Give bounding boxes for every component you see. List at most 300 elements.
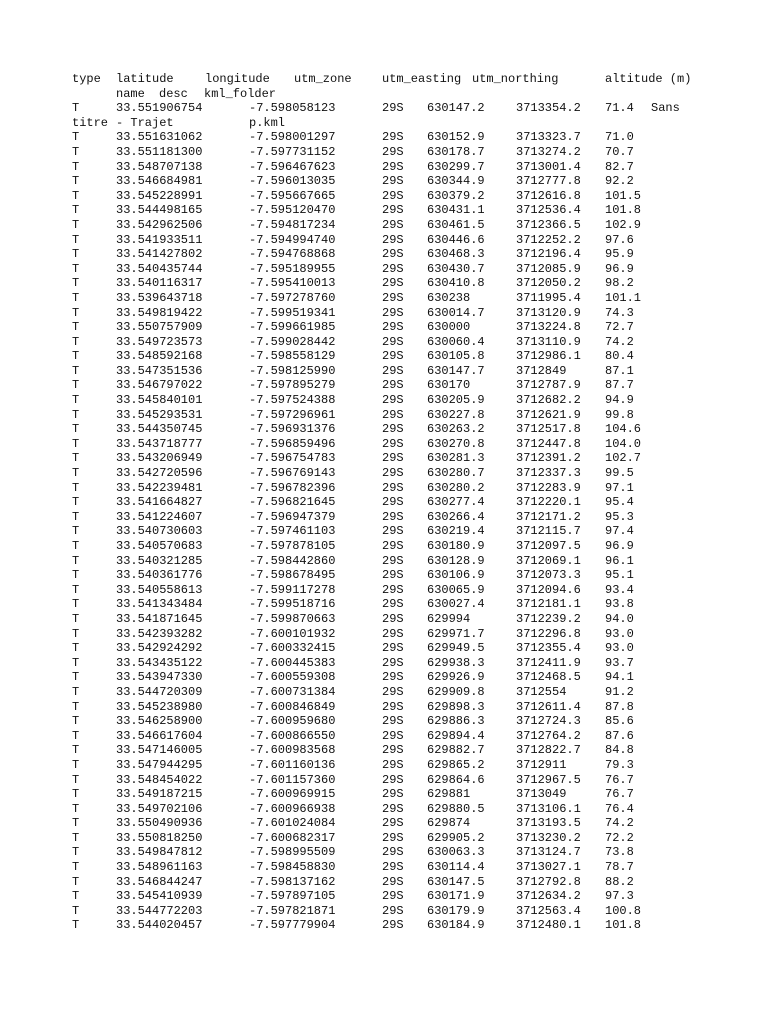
cell-utm-zone: 29S bbox=[382, 261, 404, 276]
table-row bbox=[72, 130, 732, 145]
cell-utm-zone: 29S bbox=[382, 407, 404, 422]
cell-latitude: 33.542239481 bbox=[116, 480, 203, 495]
cell-northing: 3712115.7 bbox=[516, 524, 581, 539]
cell-easting: 630106.9 bbox=[427, 568, 485, 583]
cell-longitude: -7.600866550 bbox=[249, 728, 336, 743]
cell-northing: 3712171.2 bbox=[516, 509, 581, 524]
table-row bbox=[72, 539, 732, 554]
cell-altitude: 91.2 bbox=[605, 684, 634, 699]
cell-altitude: 71.4 bbox=[605, 101, 634, 116]
cell-northing: 3713049 bbox=[516, 787, 567, 802]
cell-type: T bbox=[72, 290, 80, 305]
cell-type: T bbox=[72, 772, 80, 787]
cell-latitude: 33.545228991 bbox=[116, 188, 203, 203]
cell-utm-zone: 29S bbox=[382, 860, 404, 875]
cell-utm-zone: 29S bbox=[382, 144, 404, 159]
cell-utm-zone: 29S bbox=[382, 349, 404, 364]
table-row bbox=[72, 700, 732, 715]
cell-altitude: 95.3 bbox=[605, 509, 634, 524]
cell-altitude: 82.7 bbox=[605, 159, 634, 174]
header-row-continued bbox=[72, 87, 732, 102]
cell-northing: 3713027.1 bbox=[516, 860, 581, 875]
table-row bbox=[72, 816, 732, 831]
cell-type: T bbox=[72, 261, 80, 276]
table-row bbox=[72, 437, 732, 452]
cell-easting: 630170 bbox=[427, 378, 471, 393]
cell-type: T bbox=[72, 320, 80, 335]
cell-utm-zone: 29S bbox=[382, 889, 404, 904]
cell-easting: 629949.5 bbox=[427, 641, 485, 656]
cell-latitude: 33.541664827 bbox=[116, 495, 203, 510]
cell-utm-zone: 29S bbox=[382, 641, 404, 656]
cell-latitude: 33.547351536 bbox=[116, 363, 203, 378]
cell-easting: 630277.4 bbox=[427, 495, 485, 510]
cell-easting: 630266.4 bbox=[427, 509, 485, 524]
cell-longitude: -7.599519341 bbox=[249, 305, 336, 320]
cell-altitude: 93.7 bbox=[605, 655, 634, 670]
cell-type: T bbox=[72, 670, 80, 685]
cell-northing: 3712616.8 bbox=[516, 188, 581, 203]
table-row bbox=[72, 685, 732, 700]
cell-latitude: 33.540570683 bbox=[116, 539, 203, 553]
cell-altitude: 72.7 bbox=[605, 320, 634, 335]
cell-easting: 629865.2 bbox=[427, 757, 485, 772]
cell-longitude: -7.598678495 bbox=[249, 568, 336, 583]
cell-latitude: 33.546258900 bbox=[116, 714, 203, 729]
cell-altitude: 85.6 bbox=[605, 714, 634, 729]
table-row bbox=[72, 349, 732, 364]
cell-longitude: -7.599870663 bbox=[249, 611, 336, 626]
cell-easting: 630105.8 bbox=[427, 349, 485, 364]
cell-longitude: -7.598058123 bbox=[249, 101, 336, 116]
cell-altitude: 101.5 bbox=[605, 188, 642, 203]
cell-type: T bbox=[72, 144, 80, 159]
cell-altitude: 72.2 bbox=[605, 830, 634, 845]
cell-easting: 629881 bbox=[427, 787, 471, 802]
header-utm-easting: utm_easting bbox=[382, 72, 462, 86]
cell-latitude: 33.545410939 bbox=[116, 889, 203, 904]
cell-northing: 3712967.5 bbox=[516, 772, 581, 787]
cell-altitude: 99.5 bbox=[605, 466, 634, 481]
cell-easting: 629886.3 bbox=[427, 714, 485, 729]
cell-longitude: -7.597731152 bbox=[249, 144, 336, 159]
table-row bbox=[72, 276, 732, 291]
cell-utm-zone: 29S bbox=[382, 188, 404, 203]
cell-utm-zone: 29S bbox=[382, 276, 404, 291]
table-row bbox=[72, 889, 732, 904]
cell-easting: 630179.9 bbox=[427, 903, 485, 918]
table-row bbox=[72, 422, 732, 437]
cell-altitude: 97.1 bbox=[605, 480, 634, 495]
cell-type: T bbox=[72, 349, 80, 364]
cell-northing: 3712621.9 bbox=[516, 407, 581, 422]
header-kml-folder: kml_folder bbox=[204, 86, 277, 101]
cell-altitude: 100.8 bbox=[605, 903, 642, 918]
cell-latitude: 33.548454022 bbox=[116, 772, 203, 787]
table-row-first-continued bbox=[72, 116, 732, 131]
cell-utm-zone: 29S bbox=[382, 451, 404, 466]
cell-easting: 630219.4 bbox=[427, 524, 485, 539]
cell-longitude: -7.596859496 bbox=[249, 436, 336, 451]
cell-altitude: 70.7 bbox=[605, 144, 634, 159]
cell-longitude: -7.596467623 bbox=[249, 159, 336, 174]
table-row bbox=[72, 860, 732, 875]
cell-northing: 3712517.8 bbox=[516, 422, 581, 437]
header-longitude: longitude bbox=[205, 72, 270, 86]
cell-easting: 630114.4 bbox=[427, 860, 485, 875]
cell-northing: 3712634.2 bbox=[516, 889, 581, 904]
cell-type: T bbox=[72, 188, 80, 203]
cell-easting: 630063.3 bbox=[427, 845, 485, 860]
cell-easting: 630147.5 bbox=[427, 874, 485, 889]
cell-longitude: -7.597278760 bbox=[249, 290, 336, 305]
table-row bbox=[72, 743, 732, 758]
cell-easting: 630178.7 bbox=[427, 144, 485, 159]
cell-type: T bbox=[72, 874, 80, 889]
cell-northing: 3712097.5 bbox=[516, 539, 581, 553]
cell-easting: 629864.6 bbox=[427, 772, 485, 787]
table-row bbox=[72, 320, 732, 335]
cell-longitude: -7.600966938 bbox=[249, 801, 336, 816]
cell-easting: 630446.6 bbox=[427, 232, 485, 247]
cell-longitude: -7.600332415 bbox=[249, 641, 336, 656]
cell-desc-trajet: - Trajet bbox=[116, 115, 174, 130]
cell-longitude: -7.600731384 bbox=[249, 684, 336, 699]
cell-altitude: 104.0 bbox=[605, 436, 642, 451]
cell-utm-zone: 29S bbox=[382, 772, 404, 787]
table-row bbox=[72, 729, 732, 744]
cell-type: T bbox=[72, 582, 80, 597]
cell-utm-zone: 29S bbox=[382, 568, 404, 583]
cell-latitude: 33.545840101 bbox=[116, 393, 203, 408]
cell-northing: 3712073.3 bbox=[516, 568, 581, 583]
cell-altitude: 76.7 bbox=[605, 772, 634, 787]
table-row bbox=[72, 408, 732, 423]
cell-easting: 629926.9 bbox=[427, 670, 485, 685]
cell-utm-zone: 29S bbox=[382, 290, 404, 305]
cell-altitude: 94.9 bbox=[605, 393, 634, 408]
cell-utm-zone: 29S bbox=[382, 699, 404, 714]
cell-utm-zone: 29S bbox=[382, 422, 404, 437]
cell-type: T bbox=[72, 830, 80, 845]
cell-type: T bbox=[72, 363, 80, 378]
table-row bbox=[72, 802, 732, 817]
cell-northing: 3712220.1 bbox=[516, 495, 581, 510]
cell-altitude: 74.2 bbox=[605, 334, 634, 349]
cell-easting: 629882.7 bbox=[427, 743, 485, 758]
cell-latitude: 33.541871645 bbox=[116, 611, 203, 626]
cell-utm-zone: 29S bbox=[382, 670, 404, 685]
cell-easting: 630060.4 bbox=[427, 334, 485, 349]
cell-latitude: 33.543435122 bbox=[116, 655, 203, 670]
cell-altitude: 87.7 bbox=[605, 378, 634, 393]
cell-northing: 3712391.2 bbox=[516, 451, 581, 466]
cell-type: T bbox=[72, 611, 80, 626]
table-row bbox=[72, 495, 732, 510]
table-row bbox=[72, 451, 732, 466]
table-row bbox=[72, 335, 732, 350]
cell-altitude: 101.8 bbox=[605, 203, 642, 218]
cell-utm-zone: 29S bbox=[382, 830, 404, 845]
cell-altitude: 73.8 bbox=[605, 845, 634, 860]
cell-utm-zone: 29S bbox=[382, 539, 404, 553]
cell-altitude: 95.9 bbox=[605, 247, 634, 262]
cell-easting: 630014.7 bbox=[427, 305, 485, 320]
cell-latitude: 33.550490936 bbox=[116, 816, 203, 831]
cell-utm-zone: 29S bbox=[382, 714, 404, 729]
cell-easting: 630147.2 bbox=[427, 101, 485, 116]
cell-altitude: 74.2 bbox=[605, 816, 634, 831]
table-row bbox=[72, 364, 732, 379]
cell-type: T bbox=[72, 451, 80, 466]
cell-utm-zone: 29S bbox=[382, 611, 404, 626]
table-row bbox=[72, 583, 732, 598]
cell-easting: 629898.3 bbox=[427, 699, 485, 714]
cell-latitude: 33.551631062 bbox=[116, 130, 203, 145]
table-row bbox=[72, 203, 732, 218]
cell-type: T bbox=[72, 743, 80, 758]
header-row bbox=[72, 72, 732, 87]
cell-altitude: 102.7 bbox=[605, 451, 642, 466]
cell-utm-zone: 29S bbox=[382, 743, 404, 758]
cell-utm-zone: 29S bbox=[382, 480, 404, 495]
cell-type: T bbox=[72, 714, 80, 729]
cell-easting: 629874 bbox=[427, 816, 471, 831]
cell-latitude: 33.547944295 bbox=[116, 757, 203, 772]
table-row bbox=[72, 773, 732, 788]
header-utm-zone: utm_zone bbox=[294, 72, 352, 86]
cell-altitude: 97.4 bbox=[605, 524, 634, 539]
table-row bbox=[72, 568, 732, 583]
cell-utm-zone: 29S bbox=[382, 232, 404, 247]
cell-latitude: 33.544498165 bbox=[116, 203, 203, 218]
cell-easting: 630280.7 bbox=[427, 466, 485, 481]
cell-desc-titre: titre bbox=[72, 115, 109, 130]
cell-latitude: 33.540730603 bbox=[116, 524, 203, 539]
cell-utm-zone: 29S bbox=[382, 101, 404, 116]
cell-altitude: 93.0 bbox=[605, 641, 634, 656]
cell-type: T bbox=[72, 568, 80, 583]
cell-utm-zone: 29S bbox=[382, 393, 404, 408]
table-row bbox=[72, 554, 732, 569]
cell-type: T bbox=[72, 247, 80, 262]
table-row bbox=[72, 845, 732, 860]
cell-longitude: -7.597878105 bbox=[249, 539, 336, 553]
cell-northing: 3712252.2 bbox=[516, 232, 581, 247]
cell-altitude: 98.2 bbox=[605, 276, 634, 291]
cell-northing: 3713124.7 bbox=[516, 845, 581, 860]
cell-latitude: 33.543206949 bbox=[116, 451, 203, 466]
table-row bbox=[72, 466, 732, 481]
cell-altitude: 76.4 bbox=[605, 801, 634, 816]
cell-northing: 3711995.4 bbox=[516, 290, 581, 305]
cell-type: T bbox=[72, 422, 80, 437]
table-row bbox=[72, 831, 732, 846]
cell-easting: 630238 bbox=[427, 290, 471, 305]
cell-easting: 630344.9 bbox=[427, 174, 485, 189]
cell-altitude: 102.9 bbox=[605, 217, 642, 232]
cell-utm-zone: 29S bbox=[382, 334, 404, 349]
table-row bbox=[72, 378, 732, 393]
cell-latitude: 33.543718777 bbox=[116, 436, 203, 451]
cell-latitude: 33.541427802 bbox=[116, 247, 203, 262]
cell-type: T bbox=[72, 334, 80, 349]
cell-northing: 3712911 bbox=[516, 757, 567, 772]
cell-longitude: -7.596769143 bbox=[249, 466, 336, 481]
cell-northing: 3712792.8 bbox=[516, 874, 581, 889]
cell-latitude: 33.551181300 bbox=[116, 144, 203, 159]
cell-northing: 3712764.2 bbox=[516, 728, 581, 743]
cell-easting: 630270.8 bbox=[427, 436, 485, 451]
table-row bbox=[72, 904, 732, 919]
cell-utm-zone: 29S bbox=[382, 436, 404, 451]
cell-easting: 630027.4 bbox=[427, 597, 485, 612]
cell-latitude: 33.545293531 bbox=[116, 407, 203, 422]
cell-northing: 3713001.4 bbox=[516, 159, 581, 174]
cell-type: T bbox=[72, 159, 80, 174]
table-row bbox=[72, 233, 732, 248]
cell-latitude: 33.549723573 bbox=[116, 334, 203, 349]
cell-type: T bbox=[72, 130, 80, 145]
cell-longitude: -7.598442860 bbox=[249, 553, 336, 568]
cell-longitude: -7.595120470 bbox=[249, 203, 336, 218]
cell-northing: 3712181.1 bbox=[516, 597, 581, 612]
table-row bbox=[72, 393, 732, 408]
cell-utm-zone: 29S bbox=[382, 174, 404, 189]
cell-longitude: -7.595189955 bbox=[249, 261, 336, 276]
cell-longitude: -7.598458830 bbox=[249, 860, 336, 875]
cell-longitude: -7.598125990 bbox=[249, 363, 336, 378]
cell-type: T bbox=[72, 816, 80, 831]
cell-type: T bbox=[72, 757, 80, 772]
table-row bbox=[72, 656, 732, 671]
cell-altitude: 96.9 bbox=[605, 261, 634, 276]
cell-type: T bbox=[72, 203, 80, 218]
cell-easting: 630281.3 bbox=[427, 451, 485, 466]
cell-latitude: 33.542924292 bbox=[116, 641, 203, 656]
cell-type: T bbox=[72, 174, 80, 189]
cell-northing: 3712563.4 bbox=[516, 903, 581, 918]
cell-utm-zone: 29S bbox=[382, 816, 404, 831]
cell-type: T bbox=[72, 787, 80, 802]
table-row bbox=[72, 612, 732, 627]
cell-longitude: -7.594768868 bbox=[249, 247, 336, 262]
cell-latitude: 33.547146005 bbox=[116, 743, 203, 758]
cell-northing: 3712986.1 bbox=[516, 349, 581, 364]
cell-latitude: 33.546844247 bbox=[116, 874, 203, 889]
cell-easting: 630468.3 bbox=[427, 247, 485, 262]
cell-easting: 630410.8 bbox=[427, 276, 485, 291]
cell-longitude: -7.601157360 bbox=[249, 772, 336, 787]
cell-easting: 630171.9 bbox=[427, 889, 485, 904]
cell-longitude: -7.599518716 bbox=[249, 597, 336, 612]
cell-northing: 3713224.8 bbox=[516, 320, 581, 335]
cell-utm-zone: 29S bbox=[382, 495, 404, 510]
table-row bbox=[72, 481, 732, 496]
cell-utm-zone: 29S bbox=[382, 845, 404, 860]
cell-northing: 3713193.5 bbox=[516, 816, 581, 831]
cell-altitude: 101.8 bbox=[605, 918, 642, 933]
cell-longitude: -7.597296961 bbox=[249, 407, 336, 422]
cell-latitude: 33.545238980 bbox=[116, 699, 203, 714]
cell-longitude: -7.597821871 bbox=[249, 903, 336, 918]
cell-type: T bbox=[72, 509, 80, 524]
cell-northing: 3712296.8 bbox=[516, 626, 581, 641]
cell-type: T bbox=[72, 699, 80, 714]
cell-latitude: 33.544772203 bbox=[116, 903, 203, 918]
cell-type: T bbox=[72, 684, 80, 699]
cell-altitude: 87.1 bbox=[605, 363, 634, 378]
cell-northing: 3713354.2 bbox=[516, 101, 581, 116]
cell-northing: 3712239.2 bbox=[516, 611, 581, 626]
cell-latitude: 33.549847812 bbox=[116, 845, 203, 860]
cell-latitude: 33.551906754 bbox=[116, 101, 203, 116]
cell-type: T bbox=[72, 903, 80, 918]
cell-northing: 3712849 bbox=[516, 363, 567, 378]
cell-northing: 3712283.9 bbox=[516, 480, 581, 495]
table-row bbox=[72, 758, 732, 773]
cell-utm-zone: 29S bbox=[382, 918, 404, 933]
cell-northing: 3712050.2 bbox=[516, 276, 581, 291]
cell-altitude: 84.8 bbox=[605, 743, 634, 758]
cell-type: T bbox=[72, 305, 80, 320]
cell-utm-zone: 29S bbox=[382, 757, 404, 772]
cell-northing: 3712554 bbox=[516, 684, 567, 699]
cell-altitude: 94.1 bbox=[605, 670, 634, 685]
cell-latitude: 33.549702106 bbox=[116, 801, 203, 816]
cell-utm-zone: 29S bbox=[382, 320, 404, 335]
table-row bbox=[72, 189, 732, 204]
cell-northing: 3713110.9 bbox=[516, 334, 581, 349]
cell-type: T bbox=[72, 217, 80, 232]
cell-utm-zone: 29S bbox=[382, 582, 404, 597]
cell-type: T bbox=[72, 276, 80, 291]
cell-kml-folder: p.kml bbox=[249, 115, 286, 130]
table-row bbox=[72, 160, 732, 175]
cell-type: T bbox=[72, 597, 80, 612]
cell-longitude: -7.598001297 bbox=[249, 130, 336, 145]
cell-easting: 630461.5 bbox=[427, 217, 485, 232]
cell-latitude: 33.548592168 bbox=[116, 349, 203, 364]
cell-latitude: 33.541224607 bbox=[116, 509, 203, 524]
cell-utm-zone: 29S bbox=[382, 597, 404, 612]
cell-utm-zone: 29S bbox=[382, 466, 404, 481]
cell-longitude: -7.594817234 bbox=[249, 217, 336, 232]
cell-latitude: 33.540321285 bbox=[116, 553, 203, 568]
table-row bbox=[72, 714, 732, 729]
cell-altitude: 87.8 bbox=[605, 699, 634, 714]
table-row bbox=[72, 247, 732, 262]
cell-longitude: -7.599028442 bbox=[249, 334, 336, 349]
data-table bbox=[72, 72, 732, 933]
cell-type: T bbox=[72, 641, 80, 656]
cell-altitude: 92.2 bbox=[605, 174, 634, 189]
header-type: type bbox=[72, 72, 101, 86]
cell-altitude: 78.7 bbox=[605, 860, 634, 875]
cell-northing: 3712611.4 bbox=[516, 699, 581, 714]
cell-longitude: -7.600559308 bbox=[249, 670, 336, 685]
cell-longitude: -7.597779904 bbox=[249, 918, 336, 933]
cell-longitude: -7.597897105 bbox=[249, 889, 336, 904]
cell-type: T bbox=[72, 539, 80, 553]
cell-easting: 630263.2 bbox=[427, 422, 485, 437]
cell-northing: 3712822.7 bbox=[516, 743, 581, 758]
cell-utm-zone: 29S bbox=[382, 655, 404, 670]
cell-northing: 3713274.2 bbox=[516, 144, 581, 159]
cell-name: Sans bbox=[651, 101, 680, 116]
cell-longitude: -7.600969915 bbox=[249, 787, 336, 802]
header-latitude: latitude bbox=[116, 72, 174, 86]
